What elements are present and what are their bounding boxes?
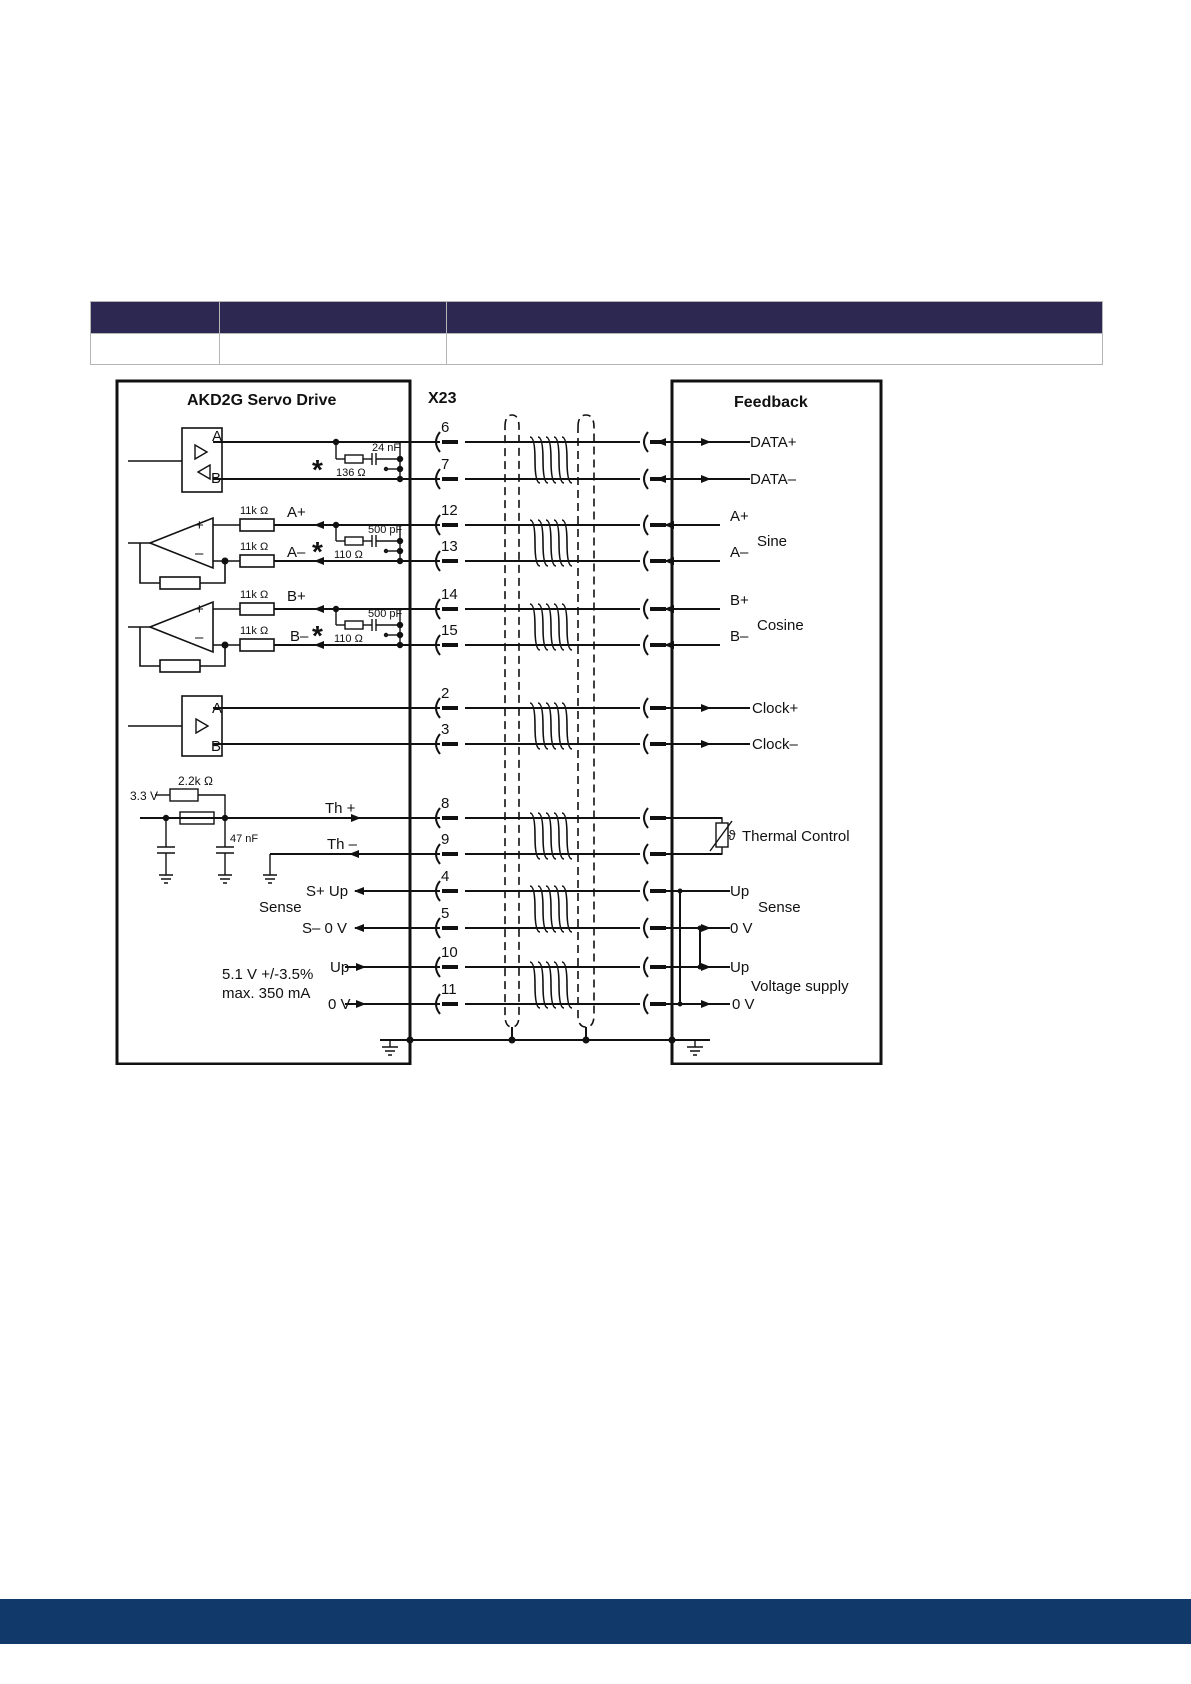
spec-table [90, 301, 1103, 365]
term1-res: 136 Ω [336, 467, 366, 479]
fb-data-minus: DATA– [750, 471, 797, 488]
cable-shield-outer [505, 415, 519, 1027]
cosine-plus-input: + [195, 601, 204, 618]
pin-7: 7 [441, 456, 450, 473]
term1-cap: 24 nF [372, 442, 401, 454]
ground-bus [380, 1027, 710, 1055]
term3-cap: 500 pF [368, 608, 403, 620]
fb-up-sense: Up [730, 883, 750, 900]
pin-5: 5 [441, 905, 450, 922]
pin-13: 13 [441, 538, 458, 555]
drive-box [117, 381, 410, 1064]
th-minus: Th – [327, 836, 358, 853]
supply-line2: max. 350 mA [222, 985, 311, 1002]
pin-6: 6 [441, 419, 450, 436]
res-a2: 11k Ω [240, 541, 269, 553]
th-plus: Th + [325, 800, 356, 817]
sine-plus-input: + [195, 517, 204, 534]
drive-sense: Sense [259, 899, 302, 916]
twisted-pairs [530, 437, 572, 1008]
cap47-label: 47 nF [230, 833, 259, 845]
res-b1: 11k Ω [240, 589, 269, 601]
theta-symbol: ϑ [728, 827, 736, 843]
table-header-row [91, 302, 1103, 334]
pin-8: 8 [441, 795, 450, 812]
fb-b-plus: B+ [730, 592, 749, 609]
cosine-minus-input: – [195, 629, 204, 646]
fb-0v-supply: 0 V [732, 996, 755, 1013]
pin-4: 4 [441, 868, 450, 885]
wiring-diagram [110, 375, 890, 1065]
fb-sine: Sine [757, 533, 788, 550]
fb-clock-plus: Clock+ [752, 700, 799, 717]
table-cell [447, 334, 1103, 365]
drive-up: Up [330, 959, 350, 976]
supply-line1: 5.1 V +/-3.5% [222, 966, 314, 983]
drive-b-minus: B– [290, 628, 309, 645]
drive-a-plus: A+ [287, 504, 306, 521]
term2-cap: 500 pF [368, 524, 403, 536]
thermal-network [155, 789, 277, 883]
pin-10: 10 [441, 944, 458, 961]
fb-voltage-supply: Voltage supply [751, 978, 849, 995]
connector-label: X23 [428, 390, 457, 407]
r22k-label: 2.2k Ω [178, 774, 213, 788]
fb-up-supply: Up [730, 959, 750, 976]
pin-14: 14 [441, 586, 458, 603]
res-b2: 11k Ω [240, 625, 269, 637]
asterisk-2: * [312, 536, 323, 567]
drive-b-plus: B+ [287, 588, 306, 605]
fb-b-minus: B– [730, 628, 749, 645]
feedback-contacts [644, 432, 666, 1014]
asterisk-3: * [312, 620, 323, 651]
fb-a-minus: A– [730, 544, 749, 561]
pin-9: 9 [441, 831, 450, 848]
driver-icon [196, 719, 208, 733]
cable-shield-inner [578, 415, 594, 1027]
pin-3: 3 [441, 721, 450, 738]
fb-cosine: Cosine [757, 617, 804, 634]
fb-thermal: Thermal Control [742, 828, 850, 845]
drive-0v: 0 V [328, 996, 351, 1013]
drive-title: AKD2G Servo Drive [187, 392, 337, 409]
fb-a-plus: A+ [730, 508, 749, 525]
data-buffer-b: B [211, 470, 222, 487]
table-cell [91, 334, 220, 365]
pin-11: 11 [441, 981, 457, 998]
table-header-cell [91, 302, 220, 334]
v33-label: 3.3 V [130, 789, 159, 803]
table-row [91, 334, 1103, 365]
table-cell [220, 334, 447, 365]
table-header-cell [220, 302, 447, 334]
s-0v: S– 0 V [302, 920, 348, 937]
clock-buffer-a: A [212, 700, 223, 717]
table-header-cell [447, 302, 1103, 334]
asterisk-1: * [312, 454, 323, 485]
term2-res: 110 Ω [334, 549, 363, 561]
fb-data-plus: DATA+ [750, 434, 797, 451]
pin-15: 15 [441, 622, 458, 639]
footer-bar [0, 1599, 1191, 1644]
data-buffer-a: A [212, 428, 223, 445]
feedback-title: Feedback [734, 394, 808, 411]
pin-12: 12 [441, 502, 458, 519]
clock-buffer-b: B [211, 738, 222, 755]
res-a1: 11k Ω [240, 505, 269, 517]
fb-clock-minus: Clock– [752, 736, 798, 753]
fb-0v-sense: 0 V [730, 920, 753, 937]
term3-res: 110 Ω [334, 633, 363, 645]
pin-2: 2 [441, 685, 450, 702]
sine-minus-input: – [195, 545, 204, 562]
fb-sense: Sense [758, 899, 801, 916]
s-up: S+ Up [306, 883, 349, 900]
transceiver-icon [195, 445, 210, 479]
drive-a-minus: A– [287, 544, 306, 561]
